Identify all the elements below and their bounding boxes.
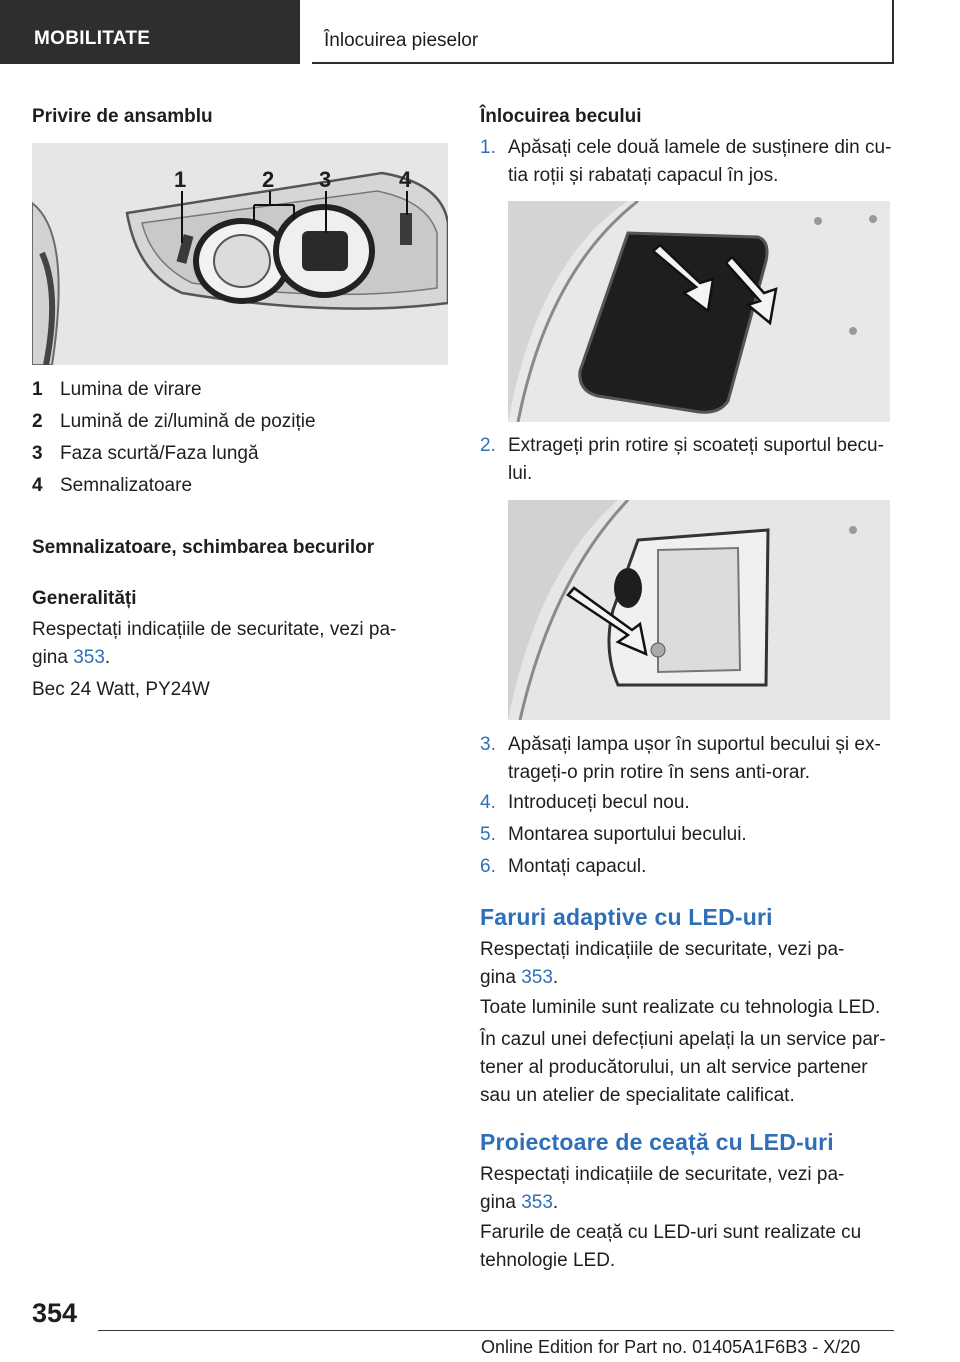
figure-label-2: 2 bbox=[262, 167, 275, 192]
safety-text: Respectați indicațiile de securitate, vezi pa- gina 353. bbox=[32, 619, 397, 668]
figure-label-1: 1 bbox=[174, 167, 187, 192]
legend-list bbox=[32, 374, 316, 502]
page-link-353[interactable]: 353 bbox=[73, 647, 105, 668]
footer-edition: Online Edition for Part no. 01405A1F6B3 - X/20 bbox=[481, 1337, 861, 1357]
adaptive-safety-text: Respectați indicațiile de securitate, vezi pa- gina 353. bbox=[480, 939, 845, 988]
header-title-label: Înlocuirea pieselor bbox=[324, 30, 479, 51]
fog-led-text: Farurile de ceață cu LED-uri sunt realizate cu tehnologie LED. bbox=[480, 1222, 862, 1271]
bulb-title: Înlocuirea becului bbox=[480, 106, 642, 127]
page-number: 354 bbox=[32, 1298, 78, 1328]
footer-divider bbox=[98, 1330, 894, 1331]
legend-item: 3 Faza scurtă/Faza lungă bbox=[32, 443, 259, 464]
overview-title: Privire de ansamblu bbox=[32, 106, 213, 127]
figure-label-4: 4 bbox=[399, 167, 412, 192]
section-title: Semnalizatoare, schimbarea becurilor bbox=[32, 537, 375, 558]
figure-label-3: 3 bbox=[319, 167, 332, 192]
legend-item: 1 Lumina de virare bbox=[32, 379, 202, 400]
bulb-holder-figure bbox=[508, 500, 890, 720]
wheel-arch-cover-figure bbox=[508, 201, 890, 422]
page-link-353[interactable]: 353 bbox=[521, 1192, 553, 1213]
adaptive-service-text: În cazul unei defecțiuni apelați la un service par- tener al producătorului, un alt service partener sau un atelier de specialitate calificat. bbox=[480, 1029, 886, 1106]
header-section-tab bbox=[0, 0, 300, 64]
general-title: Generalități bbox=[32, 588, 137, 609]
fog-safety-text: Respectați indicațiile de securitate, vezi pa- gina 353. bbox=[480, 1164, 845, 1213]
legend-item: 2 Lumină de zi/lumină de poziție bbox=[32, 411, 316, 432]
header-title-box bbox=[312, 0, 894, 64]
bulb-spec: Bec 24 Watt, PY24W bbox=[32, 679, 210, 700]
fog-title: Proiectoare de ceață cu LED-uri bbox=[480, 1129, 834, 1155]
legend-item: 4 Semnalizatoare bbox=[32, 475, 193, 496]
header-section-label: MOBILITATE bbox=[34, 28, 151, 49]
adaptive-title: Faruri adaptive cu LED-uri bbox=[480, 904, 773, 930]
adaptive-led-text: Toate luminile sunt realizate cu tehnologia LED. bbox=[480, 997, 881, 1018]
page-link-353[interactable]: 353 bbox=[521, 967, 553, 988]
headlight-figure bbox=[32, 143, 448, 365]
